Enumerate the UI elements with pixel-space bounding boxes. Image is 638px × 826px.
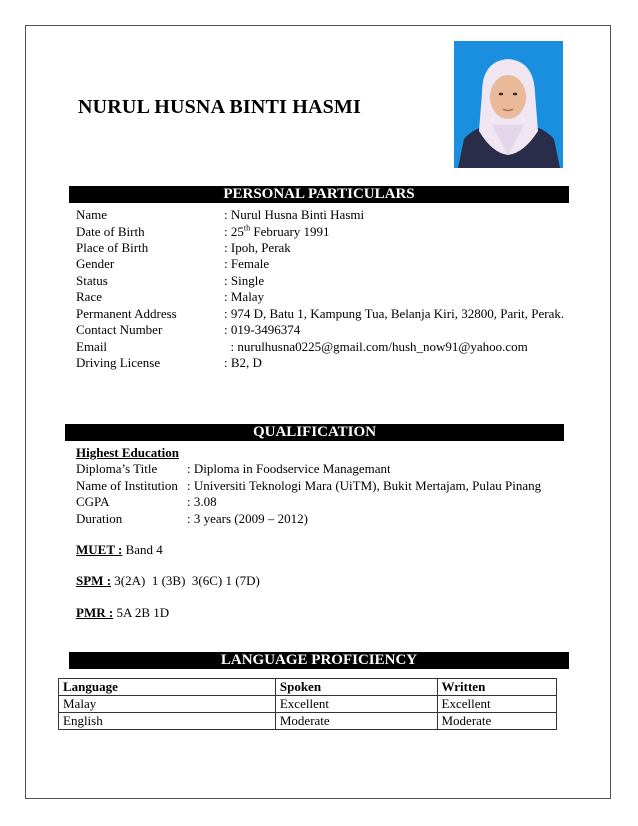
field-value: : Universiti Teknologi Mara (UiTM), Bukit Mertajam, Pulau Pinang <box>187 478 542 493</box>
field-value: : 974 D, Batu 1, Kampung Tua, Belanja Kiri, 32800, Parit, Perak. <box>224 306 565 321</box>
pmr-label: PMR : <box>76 605 114 620</box>
column-header: Written <box>437 679 557 696</box>
personal-row-pob <box>76 240 576 256</box>
field-value: : Female <box>224 256 270 271</box>
personal-row-race <box>76 289 576 305</box>
field-label: Name of Institution <box>76 478 178 493</box>
field-label: Duration <box>76 511 123 526</box>
personal-row-license <box>76 355 576 371</box>
column-header: Language <box>59 679 276 696</box>
field-value: : Nurul Husna Binti Hasmi <box>224 207 365 222</box>
section-bar-qualification: QUALIFICATION <box>65 424 564 441</box>
field-value: : Single <box>224 273 265 288</box>
field-value: : 3 years (2009 – 2012) <box>187 511 308 526</box>
spm-result <box>76 573 576 589</box>
dob-suffix: th <box>243 223 251 233</box>
field-label: Race <box>76 289 102 304</box>
table-header-row <box>59 679 557 696</box>
field-label: CGPA <box>76 494 110 509</box>
qual-row-institution <box>76 478 576 494</box>
qual-row-diploma <box>76 461 576 477</box>
qual-row-duration <box>76 511 576 527</box>
spm-label: SPM : <box>76 573 112 588</box>
field-value: : Malay <box>224 289 265 304</box>
muet-label: MUET : <box>76 542 123 557</box>
personal-row-name <box>76 207 576 223</box>
qual-row-cgpa <box>76 494 576 510</box>
field-label: Status <box>76 273 108 288</box>
pmr-value: 5A 2B 1D <box>113 605 170 620</box>
person-photo-icon <box>454 41 563 168</box>
personal-row-address <box>76 306 576 322</box>
field-value: : Diploma in Foodservice Managemant <box>187 461 391 476</box>
table-cell: Excellent <box>437 696 557 713</box>
personal-row-contact <box>76 322 576 338</box>
field-label: Diploma’s Title <box>76 461 158 476</box>
table-row <box>59 696 557 713</box>
field-label: Place of Birth <box>76 240 149 255</box>
dob-day: : 25 <box>224 224 244 239</box>
highest-education-heading: Highest Education <box>76 445 179 460</box>
field-label: Permanent Address <box>76 306 177 321</box>
field-label: Name <box>76 207 108 222</box>
table-cell: Moderate <box>437 713 557 730</box>
language-table <box>58 678 557 730</box>
personal-row-dob <box>76 224 576 240</box>
page-title: NURUL HUSNA BINTI HASMI <box>78 96 361 118</box>
profile-photo <box>454 41 563 168</box>
table-cell: Moderate <box>275 713 437 730</box>
muet-value: Band 4 <box>122 542 163 557</box>
muet-result <box>76 542 576 558</box>
table-cell: Excellent <box>275 696 437 713</box>
field-value: : nurulhusna0225@gmail.com/hush_now91@yahoo.com <box>224 339 528 354</box>
field-label: Contact Number <box>76 322 163 337</box>
table-cell: English <box>59 713 276 730</box>
spm-value: 3(2A) 1 (3B) 3(6C) 1 (7D) <box>111 573 260 588</box>
personal-row-status <box>76 273 576 289</box>
personal-row-email <box>76 339 576 355</box>
table-cell: Malay <box>59 696 276 713</box>
section-bar-language: LANGUAGE PROFICIENCY <box>69 652 569 669</box>
field-value: : Ipoh, Perak <box>224 240 291 255</box>
table-row <box>59 713 557 730</box>
column-header: Spoken <box>275 679 437 696</box>
section-bar-personal: PERSONAL PARTICULARS <box>69 186 569 203</box>
personal-row-gender <box>76 256 576 272</box>
field-label: Driving License <box>76 355 161 370</box>
field-value: : 3.08 <box>187 494 217 509</box>
field-label: Gender <box>76 256 115 271</box>
field-label: Email <box>76 339 108 354</box>
field-value: : B2, D <box>224 355 262 370</box>
field-label: Date of Birth <box>76 224 145 239</box>
field-value <box>224 224 330 240</box>
field-value: : 019-3496374 <box>224 322 301 337</box>
dob-month-year: February 1991 <box>250 224 330 239</box>
pmr-result <box>76 605 576 621</box>
